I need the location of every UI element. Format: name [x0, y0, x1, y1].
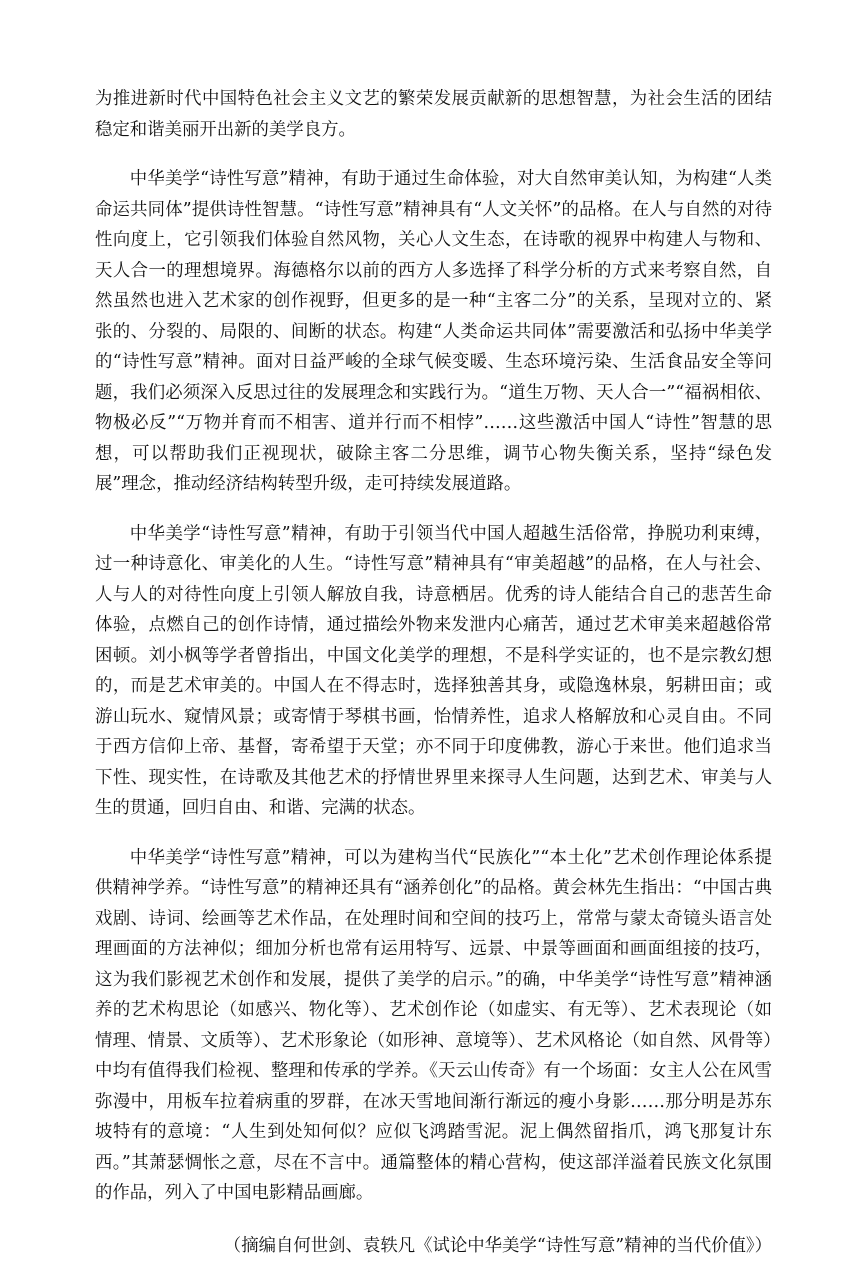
paragraph-continued-intro: 为推进新时代中国特色社会主义文艺的繁荣发展贡献新的思想智慧，为社会生活的团结稳定和谐美丽开出新的美学良方。: [95, 84, 772, 145]
source-citation: （摘编自何世剑、袁轶凡《试论中华美学“诗性写意”精神的当代价值》）: [95, 1231, 772, 1261]
paragraph-artistic-theory: 中华美学“诗性写意”精神，可以为建构当代“民族化”“本土化”艺术创作理论体系提供精神学养。“诗性写意”的精神还具有“涵养创化”的品格。黄会林先生指出：“中国古典戏剧、诗词、绘画等艺术作品，在处理时间和空间的技巧上，常常与蒙太奇镜头语言处理画面的方法神似；细加分析也常有运用特写、远景、中景等画面和画面组接的技巧，这为我们影视艺术创作和发展，提供了美学的启示。”的确，中华美学“诗性写意”精神涵养的艺术构思论（如感兴、物化等）、艺术创作论（如虚实、有无等）、艺术表现论（如情理、情景、文质等）、艺术形象论（如形神、意境等）、艺术风格论（如自然、风骨等）中均有值得我们检视、整理和传承的学养。《天云山传奇》有一个场面：女主人公在风雪弥漫中，用板车拉着病重的罗群，在冰天雪地间渐行渐远的瘦小身影……那分明是苏东坡特有的意境：“人生到处知何似？应似飞鸿踏雪泥。泥上偶然留指爪，鸿飞那复计东西。”其萧瑟惆怅之意，尽在不言中。通篇整体的精心营构，使这部洋溢着民族文化氛围的作品，列入了中国电影精品画廊。: [95, 843, 772, 1209]
paragraph-aesthetic-transcendence: 中华美学“诗性写意”精神，有助于引领当代中国人超越生活俗常，挣脱功利束缚，过一种诗意化、审美化的人生。“诗性写意”精神具有“审美超越”的品格，在人与社会、人与人的对待性向度上引领人解放自我，诗意栖居。优秀的诗人能结合自己的悲苦生命体验，点燃自己的创作诗情，通过描绘外物来发泄内心痛苦，通过艺术审美来超越俗常困顿。刘小枫等学者曾指出，中国文化美学的理想，不是科学实证的，也不是宗教幻想的，而是艺术审美的。中国人在不得志时，选择独善其身，或隐逸林泉，躬耕田亩；或游山玩水、窥情风景；或寄情于琴棋书画，怡情养性，追求人格解放和心灵自由。不同于西方信仰上帝、基督，寄希望于天堂；亦不同于印度佛教，游心于来世。他们追求当下性、现实性，在诗歌及其他艺术的抒情世界里来探寻人生问题，达到艺术、审美与人生的贯通，回归自由、和谐、完满的状态。: [95, 519, 772, 824]
paragraph-human-nature: 中华美学“诗性写意”精神，有助于通过生命体验，对大自然审美认知，为构建“人类命运共同体”提供诗性智慧。“诗性写意”精神具有“人文关怀”的品格。在人与自然的对待性向度上，它引领我们体验自然风物，关心人文生态，在诗歌的视界中构建人与物和、天人合一的理想境界。海德格尔以前的西方人多选择了科学分析的方式来考察自然，自然虽然也进入艺术家的创作视野，但更多的是一种“主客二分”的关系，呈现对立的、紧张的、分裂的、局限的、间断的状态。构建“人类命运共同体”需要激活和弘扬中华美学的“诗性写意”精神。面对日益严峻的全球气候变暖、生态环境污染、生活食品安全等问题，我们必须深入反思过往的发展理念和实践行为。“道生万物、天人合一”“福祸相依、物极必反”“万物并育而不相害、道并行而不相悖”……这些激活中国人“诗性”智慧的思想，可以帮助我们正视现状，破除主客二分思维，调节心物失衡关系，坚持“绿色发展”理念，推动经济结构转型升级，走可持续发展道路。: [95, 164, 772, 500]
